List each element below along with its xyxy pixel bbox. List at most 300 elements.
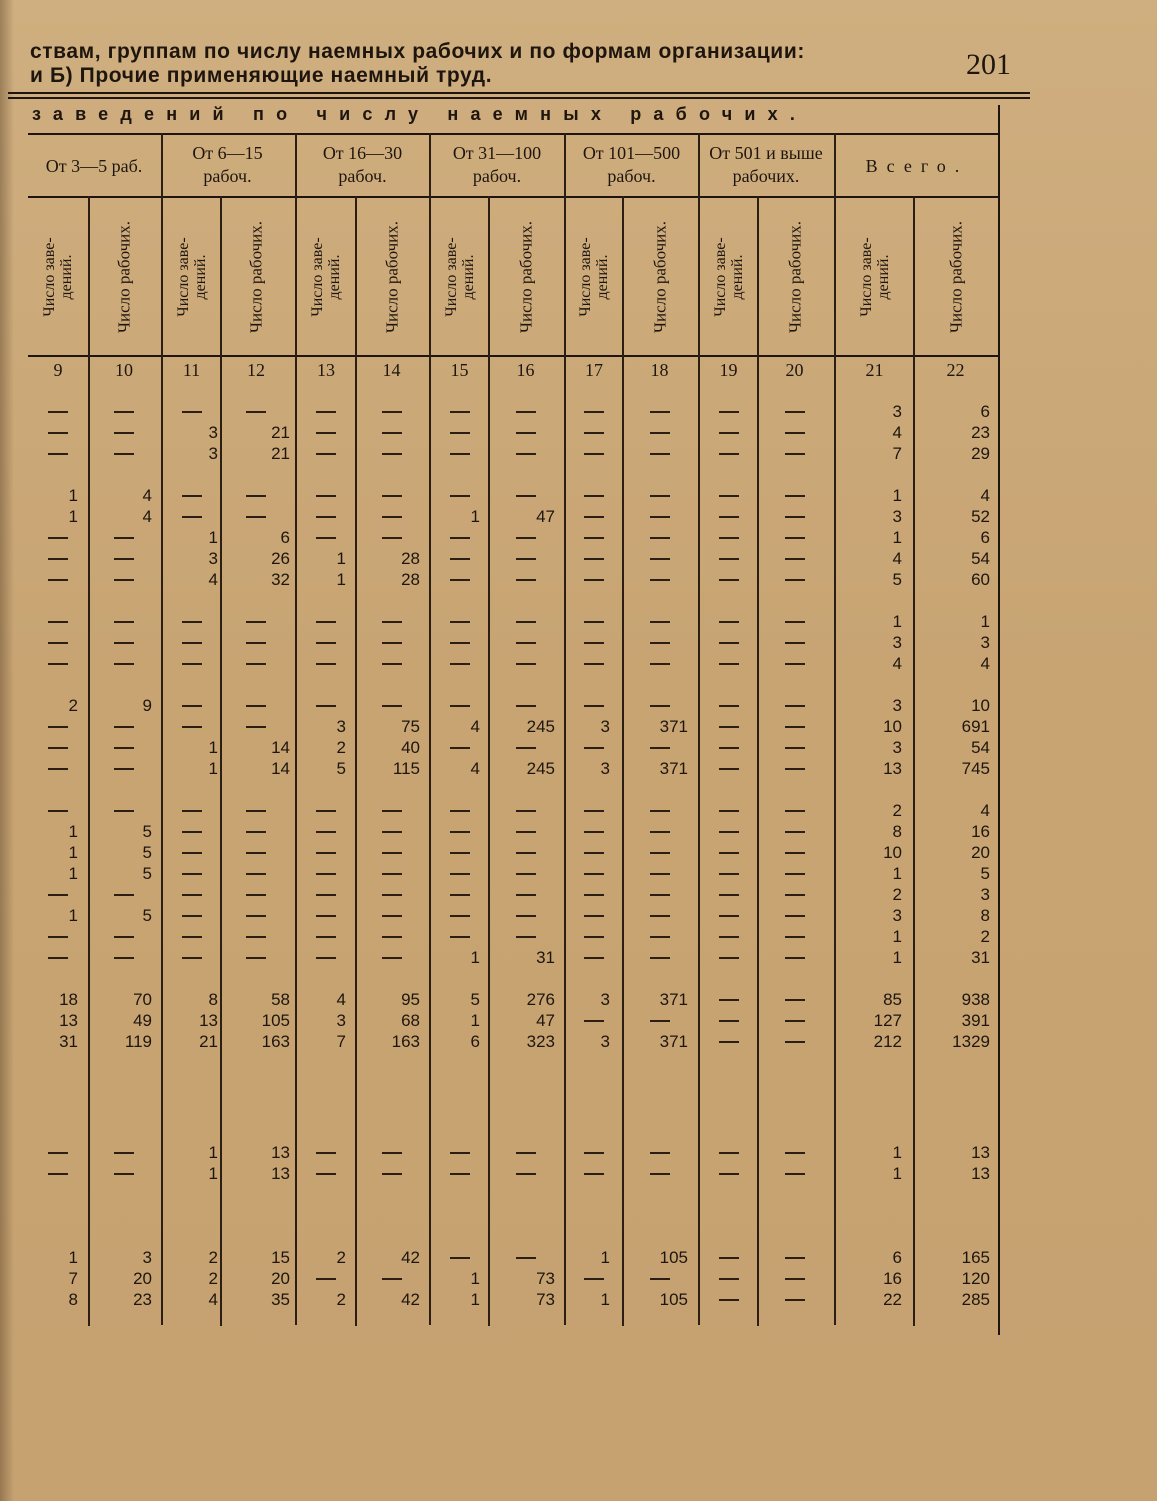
table-cell: 3: [600, 1032, 610, 1051]
table-cell: 49: [133, 1011, 152, 1030]
dash-cell: [246, 957, 266, 959]
dash-cell: [114, 810, 134, 812]
page-number: 201: [966, 48, 1011, 81]
group-label: От 501 и выше: [709, 143, 823, 163]
table-cell: 1: [68, 843, 78, 862]
table-cell: 8: [68, 1290, 78, 1309]
dash-cell: [650, 1278, 670, 1280]
table-cell: 15: [271, 1248, 290, 1267]
dash-cell: [246, 915, 266, 917]
table-cell: 13: [971, 1143, 990, 1162]
dash-cell: [114, 936, 134, 938]
dash-cell: [48, 1173, 68, 1175]
subheader-text: Число рабочих.: [946, 220, 965, 334]
dash-cell: [382, 1152, 402, 1154]
table-cell: 276: [526, 990, 555, 1009]
dash-cell: [316, 831, 336, 833]
dash-cell: [650, 747, 670, 749]
table-cell: 119: [124, 1032, 152, 1051]
dash-cell: [450, 705, 470, 707]
dash-cell: [650, 453, 670, 455]
dash-cell: [785, 453, 805, 455]
table-cell: 2: [336, 1290, 346, 1309]
dash-cell: [182, 495, 202, 497]
dash-cell: [785, 558, 805, 560]
table-cell: 31: [536, 948, 555, 967]
table-cell: 3: [892, 633, 902, 652]
table-cell: 21: [271, 423, 290, 442]
table-cell: 3: [892, 738, 902, 757]
dash-cell: [584, 663, 604, 665]
table-cell: 1: [980, 612, 990, 631]
table-cell: 1: [68, 864, 78, 883]
table-cell: 4: [892, 549, 902, 568]
dash-cell: [450, 873, 470, 875]
dash-cell: [785, 1173, 805, 1175]
subheader-text: Число заве- дений.: [857, 237, 892, 317]
table-cell: 85: [883, 990, 902, 1009]
subheader-establishments: [572, 206, 616, 348]
dash-cell: [450, 663, 470, 665]
table-cell: 120: [961, 1269, 990, 1288]
column-number: 9: [53, 360, 63, 380]
table-cell: 4: [470, 759, 480, 778]
dash-cell: [48, 1152, 68, 1154]
dash-cell: [450, 537, 470, 539]
dash-cell: [48, 432, 68, 434]
table-cell: 13: [59, 1011, 78, 1030]
table-cell: 127: [873, 1011, 902, 1030]
dash-cell: [719, 1278, 739, 1280]
subheader-text: Число рабочих.: [785, 220, 804, 334]
dash-cell: [719, 1173, 739, 1175]
subheader-text: Число рабочих.: [246, 220, 266, 334]
subheader-establishments: [36, 206, 80, 348]
dash-cell: [650, 831, 670, 833]
dash-cell: [650, 621, 670, 623]
table-cell: 105: [659, 1248, 688, 1267]
dash-cell: [450, 1257, 470, 1259]
table-cell: 163: [261, 1032, 290, 1051]
column-group-header: [431, 142, 563, 188]
dash-cell: [785, 495, 805, 497]
table-cell: 20: [271, 1269, 290, 1288]
dash-cell: [516, 558, 536, 560]
table-cell: 3: [892, 906, 902, 925]
table-cell: 105: [659, 1290, 688, 1309]
dash-cell: [584, 852, 604, 854]
table-cell: 5: [470, 990, 480, 1009]
table-cell: 285: [961, 1290, 990, 1309]
dash-cell: [316, 810, 336, 812]
subheader-workers: [504, 206, 548, 348]
dash-cell: [246, 516, 266, 518]
table-cell: 3: [980, 633, 990, 652]
dash-cell: [650, 957, 670, 959]
page-edge-shadow: [0, 0, 14, 1501]
dash-cell: [48, 642, 68, 644]
table-cell: 73: [536, 1269, 555, 1288]
table-cell: 1: [892, 486, 902, 505]
dash-cell: [114, 432, 134, 434]
dash-cell: [584, 495, 604, 497]
dash-cell: [182, 411, 202, 413]
column-number: 17: [585, 360, 603, 380]
table-cell: 4: [336, 990, 346, 1009]
table-cell: 1: [208, 759, 218, 778]
dash-cell: [584, 642, 604, 644]
dash-cell: [182, 936, 202, 938]
dash-cell: [785, 747, 805, 749]
table-cell: 5: [892, 570, 902, 589]
table-cell: 8: [208, 990, 218, 1009]
dash-cell: [48, 453, 68, 455]
dash-cell: [48, 726, 68, 728]
table-cell: 21: [199, 1032, 218, 1051]
subheader-rule: [28, 355, 1000, 357]
column-divider: [913, 196, 915, 1326]
table-cell: 4: [208, 1290, 218, 1309]
table-cell: 4: [980, 801, 990, 820]
dash-cell: [785, 957, 805, 959]
subheader-workers: [234, 206, 278, 348]
group-sublabel: рабоч.: [472, 166, 522, 186]
group-divider: [161, 133, 163, 1325]
dash-cell: [719, 852, 739, 854]
group-sublabel: рабоч.: [338, 166, 387, 186]
dash-cell: [246, 663, 266, 665]
dash-cell: [382, 936, 402, 938]
table-cell: 54: [971, 738, 990, 757]
dash-cell: [182, 915, 202, 917]
dash-cell: [719, 1020, 739, 1022]
dash-cell: [114, 1173, 134, 1175]
table-cell: 10: [883, 843, 902, 862]
dash-cell: [785, 873, 805, 875]
dash-cell: [719, 642, 739, 644]
dash-cell: [516, 705, 536, 707]
table-cell: 3: [980, 885, 990, 904]
subheader-workers: [102, 206, 146, 348]
table-cell: 1: [68, 906, 78, 925]
table-cell: 1: [892, 864, 902, 883]
table-cell: 1: [470, 1011, 480, 1030]
table-cell: 28: [401, 570, 420, 589]
column-group-header: [28, 155, 160, 178]
column-number: 12: [247, 360, 265, 380]
dash-cell: [516, 873, 536, 875]
dash-cell: [650, 1173, 670, 1175]
dash-cell: [719, 495, 739, 497]
table-cell: 5: [142, 906, 152, 925]
dash-cell: [316, 663, 336, 665]
dash-cell: [584, 1173, 604, 1175]
table-cell: 20: [133, 1269, 152, 1288]
dash-cell: [182, 852, 202, 854]
dash-cell: [316, 537, 336, 539]
dash-cell: [382, 453, 402, 455]
table-cell: 16: [883, 1269, 902, 1288]
group-divider: [834, 133, 836, 1325]
dash-cell: [650, 915, 670, 917]
header-line-1: ствам, группам по числу наемных рабочих и по формам организации:: [30, 40, 805, 63]
dash-cell: [584, 1278, 604, 1280]
table-cell: 7: [336, 1032, 346, 1051]
table-cell: 8: [892, 822, 902, 841]
dash-cell: [114, 747, 134, 749]
dash-cell: [382, 957, 402, 959]
dash-cell: [785, 1278, 805, 1280]
dash-cell: [316, 1278, 336, 1280]
dash-cell: [650, 411, 670, 413]
dash-cell: [182, 894, 202, 896]
dash-cell: [246, 621, 266, 623]
table-cell: 3: [892, 402, 902, 421]
dash-cell: [246, 495, 266, 497]
table-cell: 52: [971, 507, 990, 526]
table-cell: 47: [536, 1011, 555, 1030]
table-cell: 1: [470, 1269, 480, 1288]
dash-cell: [316, 1173, 336, 1175]
dash-cell: [584, 621, 604, 623]
dash-cell: [450, 852, 470, 854]
dash-cell: [450, 642, 470, 644]
table-cell: 47: [536, 507, 555, 526]
group-sublabel: рабоч.: [203, 166, 252, 186]
table-cell: 4: [980, 486, 990, 505]
dash-cell: [516, 1257, 536, 1259]
table-cell: 7: [892, 444, 902, 463]
table-cell: 28: [401, 549, 420, 568]
table-cell: 691: [961, 717, 990, 736]
table-cell: 32: [271, 570, 290, 589]
table-cell: 1: [470, 1290, 480, 1309]
table-cell: 1: [68, 822, 78, 841]
table-cell: 1: [336, 570, 346, 589]
table-cell: 26: [271, 549, 290, 568]
dash-cell: [785, 894, 805, 896]
dash-cell: [316, 432, 336, 434]
table-cell: 5: [142, 864, 152, 883]
dash-cell: [719, 621, 739, 623]
dash-cell: [719, 516, 739, 518]
table-cell: 8: [980, 906, 990, 925]
table-cell: 4: [142, 486, 152, 505]
table-cell: 31: [59, 1032, 78, 1051]
dash-cell: [584, 936, 604, 938]
column-divider: [757, 196, 759, 1326]
dash-cell: [114, 453, 134, 455]
dash-cell: [584, 915, 604, 917]
dash-cell: [182, 810, 202, 812]
dash-cell: [182, 831, 202, 833]
table-cell: 245: [526, 717, 555, 736]
dash-cell: [48, 768, 68, 770]
table-cell: 6: [280, 528, 290, 547]
group-divider: [698, 133, 700, 1325]
dash-cell: [650, 810, 670, 812]
column-group-header: [836, 155, 998, 178]
dash-cell: [719, 1041, 739, 1043]
table-cell: 1: [892, 1143, 902, 1162]
column-group-header: [163, 142, 292, 188]
dash-cell: [316, 453, 336, 455]
dash-cell: [719, 579, 739, 581]
dash-cell: [584, 516, 604, 518]
top-rule-2: [8, 97, 1030, 99]
table-cell: 165: [961, 1248, 990, 1267]
dash-cell: [785, 705, 805, 707]
dash-cell: [785, 768, 805, 770]
table-cell: 2: [68, 696, 78, 715]
table-cell: 1: [68, 1248, 78, 1267]
table-cell: 1: [600, 1290, 610, 1309]
dash-cell: [382, 1173, 402, 1175]
dash-cell: [246, 873, 266, 875]
table-cell: 13: [271, 1164, 290, 1183]
dash-cell: [246, 411, 266, 413]
dash-cell: [516, 915, 536, 917]
dash-cell: [382, 915, 402, 917]
dash-cell: [516, 1173, 536, 1175]
table-cell: 105: [261, 1011, 290, 1030]
table-cell: 1329: [952, 1032, 990, 1051]
dash-cell: [719, 957, 739, 959]
dash-cell: [382, 852, 402, 854]
column-divider: [622, 196, 624, 1326]
subheader-establishments: [304, 206, 348, 348]
dash-cell: [48, 579, 68, 581]
table-cell: 31: [971, 948, 990, 967]
table-cell: 58: [271, 990, 290, 1009]
dash-cell: [182, 642, 202, 644]
dash-cell: [719, 432, 739, 434]
table-cell: 73: [536, 1290, 555, 1309]
dash-cell: [450, 558, 470, 560]
table-cell: 29: [971, 444, 990, 463]
dash-cell: [584, 894, 604, 896]
dash-cell: [382, 873, 402, 875]
dash-cell: [114, 726, 134, 728]
dash-cell: [785, 831, 805, 833]
dash-cell: [48, 621, 68, 623]
table-cell: 14: [271, 759, 290, 778]
table-cell: 16: [971, 822, 990, 841]
subheader-establishments: [853, 206, 897, 348]
table-cell: 5: [142, 843, 152, 862]
table-cell: 21: [271, 444, 290, 463]
subheader-establishments: [170, 206, 214, 348]
group-sublabel: рабоч.: [607, 166, 656, 186]
header-rule: [28, 133, 1000, 135]
dash-cell: [719, 915, 739, 917]
dash-cell: [584, 558, 604, 560]
dash-cell: [785, 936, 805, 938]
table-cell: 2: [336, 1248, 346, 1267]
dash-cell: [382, 516, 402, 518]
table-cell: 1: [600, 1248, 610, 1267]
table-cell: 2: [980, 927, 990, 946]
dash-cell: [516, 642, 536, 644]
dash-cell: [785, 663, 805, 665]
table-cell: 35: [271, 1290, 290, 1309]
dash-cell: [584, 579, 604, 581]
dash-cell: [246, 894, 266, 896]
table-cell: 212: [873, 1032, 902, 1051]
table-cell: 3: [600, 759, 610, 778]
dash-cell: [719, 663, 739, 665]
subheader-workers: [638, 206, 682, 348]
dash-cell: [516, 831, 536, 833]
table-cell: 3: [142, 1248, 152, 1267]
group-label: От 101—500: [582, 143, 681, 163]
table-cell: 3: [336, 717, 346, 736]
table-cell: 4: [208, 570, 218, 589]
table-cell: 4: [892, 423, 902, 442]
dash-cell: [316, 915, 336, 917]
dash-cell: [182, 516, 202, 518]
dash-cell: [785, 537, 805, 539]
table-cell: 4: [892, 654, 902, 673]
dash-cell: [516, 747, 536, 749]
table-cell: 40: [401, 738, 420, 757]
table-cell: 1: [68, 486, 78, 505]
subheader-text: Число заве- дений.: [711, 237, 746, 317]
dash-cell: [650, 516, 670, 518]
table-cell: 14: [271, 738, 290, 757]
column-group-header: [700, 142, 832, 188]
subheader-text: Число рабочих.: [516, 220, 535, 334]
column-divider: [355, 196, 357, 1326]
dash-cell: [650, 495, 670, 497]
dash-cell: [785, 1257, 805, 1259]
dash-cell: [785, 642, 805, 644]
dash-cell: [450, 621, 470, 623]
dash-cell: [785, 1020, 805, 1022]
dash-cell: [450, 1173, 470, 1175]
table-cell: 1: [892, 528, 902, 547]
dash-cell: [182, 705, 202, 707]
dash-cell: [114, 558, 134, 560]
subheader-text: Число заве- дений.: [442, 237, 477, 317]
table-cell: 70: [133, 990, 152, 1009]
dash-cell: [114, 894, 134, 896]
dash-cell: [316, 873, 336, 875]
table-cell: 9: [142, 696, 152, 715]
group-label: От 31—100: [452, 143, 542, 163]
dash-cell: [246, 852, 266, 854]
dash-cell: [450, 1152, 470, 1154]
table-cell: 1: [208, 528, 218, 547]
table-cell: 4: [142, 507, 152, 526]
dash-cell: [650, 705, 670, 707]
table-cell: 1: [892, 948, 902, 967]
dash-cell: [316, 957, 336, 959]
table-cell: 1: [208, 738, 218, 757]
dash-cell: [48, 936, 68, 938]
subheader-establishments: [707, 206, 751, 348]
dash-cell: [785, 726, 805, 728]
dash-cell: [316, 495, 336, 497]
table-cell: 323: [526, 1032, 555, 1051]
dash-cell: [719, 873, 739, 875]
dash-cell: [316, 705, 336, 707]
dash-cell: [785, 1041, 805, 1043]
table-cell: 1: [892, 1164, 902, 1183]
dash-cell: [516, 537, 536, 539]
dash-cell: [516, 411, 536, 413]
dash-cell: [516, 936, 536, 938]
